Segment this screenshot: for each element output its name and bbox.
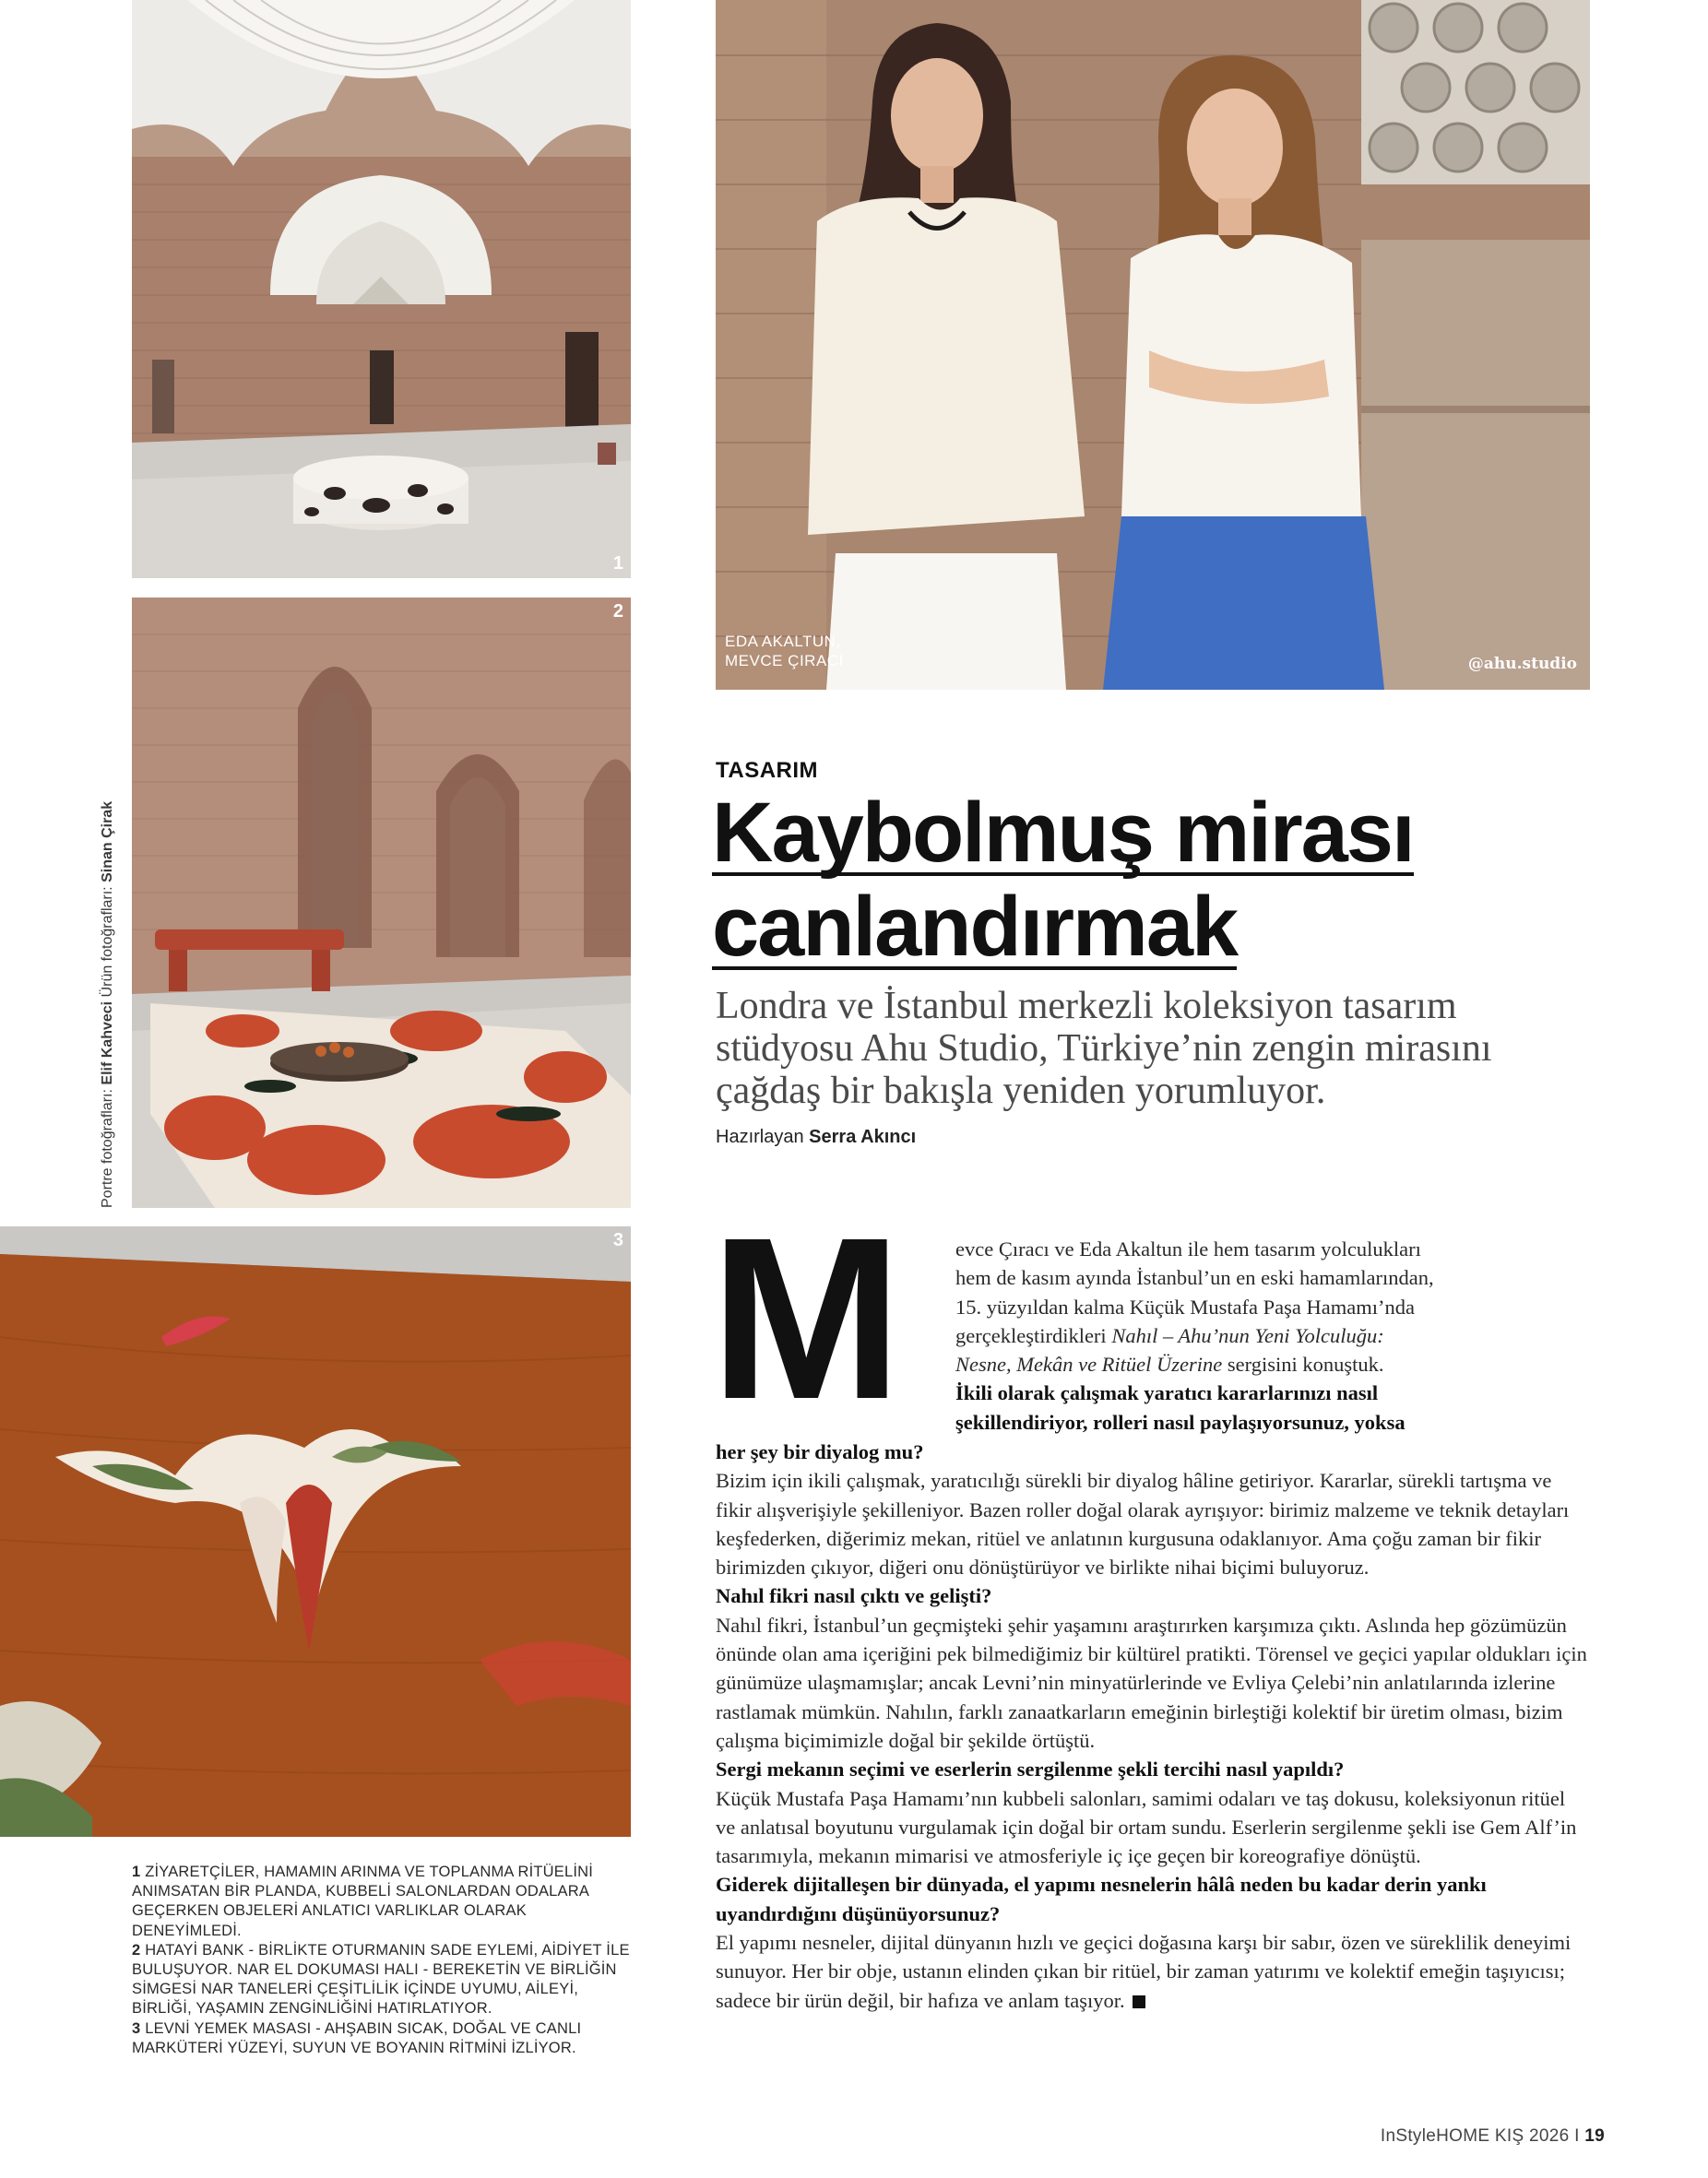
drop-cap: M <box>710 1190 897 1447</box>
end-mark <box>1133 1995 1145 2008</box>
question-2: Nahıl fikri nasıl çıktı ve gelişti? <box>716 1584 992 1608</box>
section-label: TASARIM <box>716 758 819 783</box>
byline: Hazırlayan Serra Akıncı <box>716 1127 917 1147</box>
article-body <box>716 1438 1588 2015</box>
photo-captions <box>132 1863 630 2058</box>
photo-number: 2 <box>612 601 623 621</box>
intro-paragraph: evce Çıracı ve Eda Akaltun ile hem tasarım yolculukları hem de kasım ayında İstanbul’un en eski hamamlarından, 15. yüzyıldan kalma Küçük Mustafa Paşa Hamamı’nda gerçekleştirdikleri Nahıl – Ahu’nun Yeni Yolculuğu: Nesne, Mekân ve Ritüel Üzerine sergisini konuştuk. İkili olarak çalışmak yaratıcı kararlarınızı nasıl şekillendiriyor, rolleri nasıl paylaşıyorsunuz, yoksa <box>955 1235 1588 1437</box>
page-number: 19 <box>1584 2126 1605 2146</box>
headline-line-2: canlandırmak <box>712 880 1238 974</box>
answer-1: Bizim için ikili çalışmak, yaratıcılığı sürekli bir diyalog hâline getiriyor. Kararlar, sürekli tartışma ve fikir alışverişiyle şekilleniyor. Bazen roller doğal olarak ayrışıyor: birimiz malzeme ve teknik detayları keşfederken, diğerimiz mekan, ritüel ve anlatının kurgusuna odaklanıyor. Ama çoğu zaman bir fikir birimizden çıkıyor, diğeri onu dönüştürüyor ve birlikte nihai biçimi buluyoruz. <box>716 1469 1570 1580</box>
answer-4: El yapımı nesneler, dijital dünyanın hızlı ve geçici doğasına karşı bir sabır, özen ve süreklilik deneyimi sunuyor. Her bir obje, ustanın elinden çıkan bir ritüel, bir zaman yatırımı ve kolektif emeğin taşıyıcısı; sadece bir ürün değil, bir hafıza ve anlam taşıyor. <box>716 1931 1572 2012</box>
photo-credit: Portre fotoğrafları: Elif Kahveci Ürün fotoğrafları: Sinan Çirak <box>100 800 115 1208</box>
page-footer <box>1381 2126 1605 2147</box>
footer-brand: InStyleHOME <box>1380 2126 1490 2146</box>
question-4: Giderek dijitalleşen bir dünyada, el yapımı nesnelerin hâlâ neden bu kadar derin yankı uyandırdığını düşünüyorsunuz? <box>716 1873 1487 1925</box>
answer-3: Küçük Mustafa Paşa Hamamı’nın kubbeli salonları, samimi odaları ve taş dokusu, koleksiyonun ritüel ve anlatısal boyutunu vurgulamak için doğal bir ortam sundu. Eserlerin sergilenme şekli ise Gem Alf’in tasarımıyla, mekanın mimarisi ve atmosferiyle iç içe geçen bir koreografiye dönüştü. <box>716 1786 1577 1868</box>
caption-1: 1 ZİYARETÇİLER, HAMAMIN ARINMA VE TOPLANMA RİTÜELİNİ ANIMSATAN BİR PLANDA, KUBBELİ SALONLARDAN ODALARA GEÇERKEN OBJELERİ ANLATICI VARLIKLAR OLARAK DENEYİMLEDİ. <box>132 1864 594 1939</box>
photo-number: 3 <box>612 1230 623 1250</box>
caption-2: 2 HATAYİ BANK - BİRLİKTE OTURMANIN SADE EYLEMİ, AİDİYET İLE BULUŞUYOR. NAR EL DOKUMASI HALI - BEREKETİN VE BİRLİĞİN SİMGESİ NAR TANELERİ ÇEŞİTLİLİK İÇİNDE UYUMU, AİLEYİ, BİRLİĞİ, YAŞAMIN ZENGİNLİĞİNİ HATIRLATIYOR. <box>132 1941 630 2018</box>
headline <box>712 786 1680 974</box>
deck: Londra ve İstanbul merkezli koleksiyon tasarım stüdyosu Ahu Studio, Türkiye’nin zengin mirasını çağdaş bir bakışla yeniden yorumluyor. <box>716 985 1492 1112</box>
answer-2: Nahıl fikri, İstanbul’un geçmişteki şehir yaşamını araştırırken karşımıza çıktı. Aslında hep gözümüzün önünde olan ama içeriğini pek bilmediğimiz bir kültürel pratikti. Törensel ve geçici yapılar oldukları için günümüze ulaşmamışlar; ancak Levni’nin minyatürlerinde ve Evliya Çelebi’nin anlatılarında izlerine rastlamak mümkün. Nahılın, farklı zanaatkarların emeğinin birleştiği kolektif bir üretim olması, bizim çalışma biçimimizle doğal bir şekilde örtüştü. <box>716 1613 1587 1752</box>
photo-bench-rug <box>132 598 631 1208</box>
question-1: İkili olarak çalışmak yaratıcı kararlarınızı nasıl şekillendiriyor, rolleri nasıl paylaşıyorsunuz, yoksa <box>955 1381 1406 1434</box>
portrait-caption: EDA AKALTUN, MEVCE ÇIRACI <box>725 633 844 669</box>
photo-number: 1 <box>612 553 623 574</box>
headline-line-1: Kaybolmuş mirası <box>712 786 1414 880</box>
question-1-end: her şey bir diyalog mu? <box>716 1440 924 1463</box>
question-3: Sergi mekanın seçimi ve eserlerin sergilenme şekli tercihi nasıl yapıldı? <box>716 1758 1345 1781</box>
footer-separator: I <box>1574 2126 1580 2146</box>
footer-issue: KIŞ 2026 <box>1494 2126 1570 2146</box>
photo-levni-table <box>0 1226 631 1837</box>
caption-3: 3 LEVNİ YEMEK MASASI - AHŞABIN SICAK, DOĞAL VE CANLI MARKÜTERİ YÜZEYİ, SUYUN VE BOYANIN RİTMİNİ İZLİYOR. <box>132 2019 582 2056</box>
photo-portrait-designers <box>716 0 1590 690</box>
photo-hamam-interior <box>132 0 631 578</box>
portrait-handle: @ahu.studio <box>1467 655 1577 673</box>
